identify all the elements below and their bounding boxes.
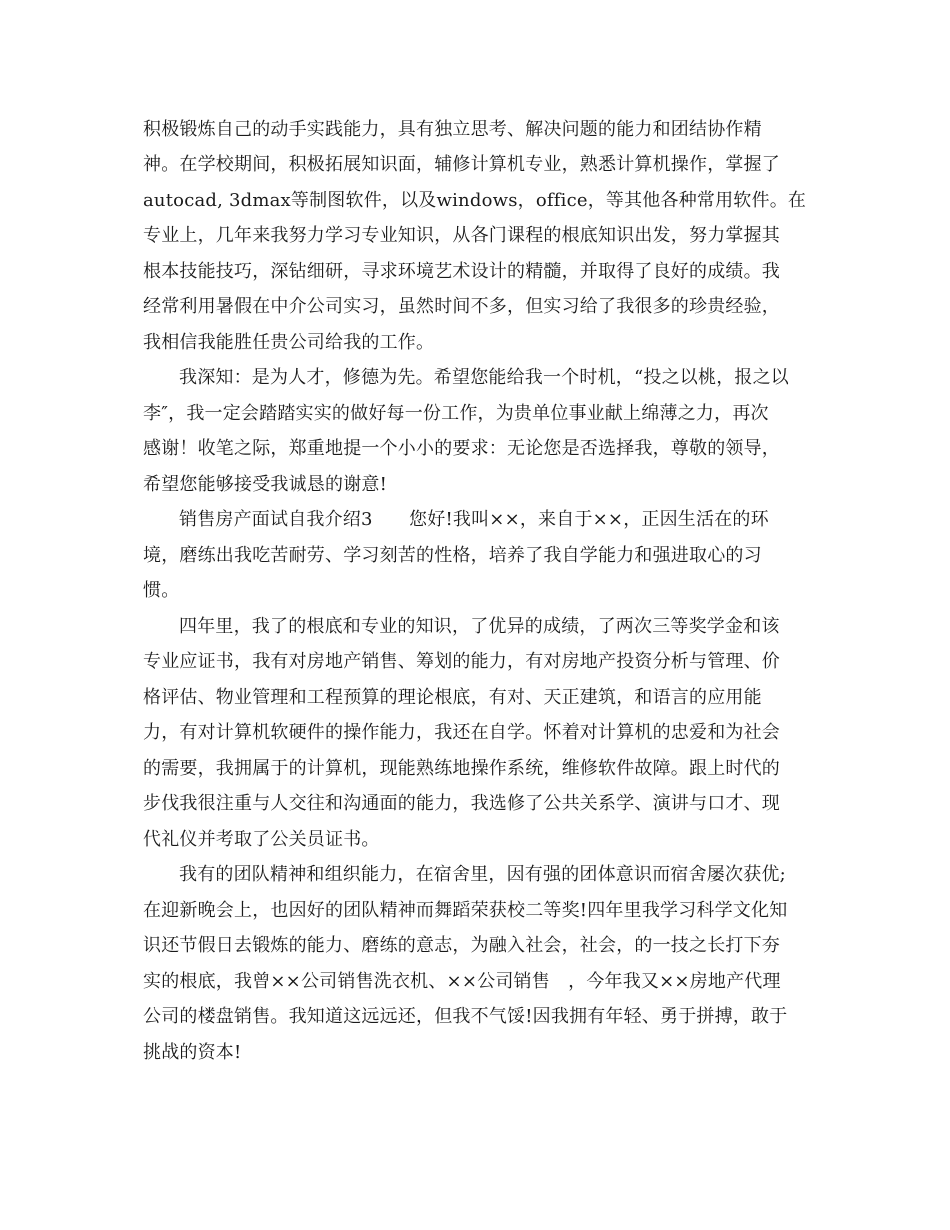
text-line: 识还节假日去锻炼的能力、磨练的意志，为融入社会，社会，的一技之长打下夯 [143,935,780,956]
text-line: 感谢！收笔之际，郑重地提一个小小的要求：无论您是否选择我，尊敬的领导， [143,438,780,459]
text-line: 惯。 [143,580,180,601]
text-line: 李″，我一定会踏踏实实的做好每一份工作，为贵单位事业献上绵薄之力，再次 [143,403,769,424]
text-line: 挑战的资本! [143,1042,242,1063]
text-line: 步伐我很注重与人交往和沟通面的能力，我选修了公共关系学、演讲与口才、现 [143,793,780,814]
text-line: 力，有对计算机软硬件的操作能力，我还在自学。怀着对计算机的忠爱和为社会 [143,722,780,743]
text-line: 格评估、物业管理和工程预算的理论根底，有对、天正建筑，和语言的应用能 [143,687,762,708]
text-line: 经常利用暑假在中介公司实习，虽然时间不多，但实习给了我很多的珍贵经验， [143,296,780,317]
text-line: autocad, 3dmax等制图软件，以及windows，office，等其他各种常用软件。在 [143,190,807,211]
text-line: 的需要，我拥属于的计算机，现能熟练地操作系统，维修软件故障。跟上时代的 [143,758,780,779]
text-line: 神。在学校期间，积极拓展知识面，辅修计算机专业，熟悉计算机操作，掌握了 [143,154,780,175]
text-line: 我有的团队精神和组织能力，在宿舍里，因有强的团体意识而宿舍屡次获优; [179,864,786,885]
text-line: 在迎新晚会上，也因好的团队精神而舞蹈荣获校二等奖!四年里我学习科学文化知 [143,900,788,921]
text-line: 积极锻炼自己的动手实践能力，具有独立思考、解决问题的能力和团结协作精 [143,119,762,140]
text-line: 我相信我能胜任贵公司给我的工作。 [143,332,435,353]
text-line: 境，磨练出我吃苦耐劳、学习刻苦的性格，培养了我自学能力和强进取心的习 [143,545,762,566]
text-line: 希望您能够接受我诚恳的谢意! [143,474,388,495]
text-line: 实的根底，我曾××公司销售洗衣机、××公司销售 ，今年我又××房地产代理 [143,971,781,992]
text-line: 销售房产面试自我介绍3 您好!我叫××，来自于××，正因生活在的环 [179,509,769,530]
text-line: 专业上，几年来我努力学习专业知识，从各门课程的根底知识出发，努力掌握其 [143,225,780,246]
text-line: 我深知：是为人才，修德为先。希望您能给我一个时机，“投之以桃，报之以 [179,367,789,388]
text-line: 四年里，我了的根底和专业的知识，了优异的成绩，了两次三等奖学金和该 [179,616,780,637]
text-line: 专业应证书，我有对房地产销售、筹划的能力，有对房地产投资分析与管理、价 [143,651,780,672]
text-line: 根本技能技巧，深钻细研，寻求环境艺术设计的精髓，并取得了良好的成绩。我 [143,261,780,282]
text-line: 公司的楼盘销售。我知道这远远还，但我不气馁!因我拥有年轻、勇于拼搏，敢于 [143,1006,788,1027]
text-line: 代礼仪并考取了公关员证书。 [143,829,380,850]
